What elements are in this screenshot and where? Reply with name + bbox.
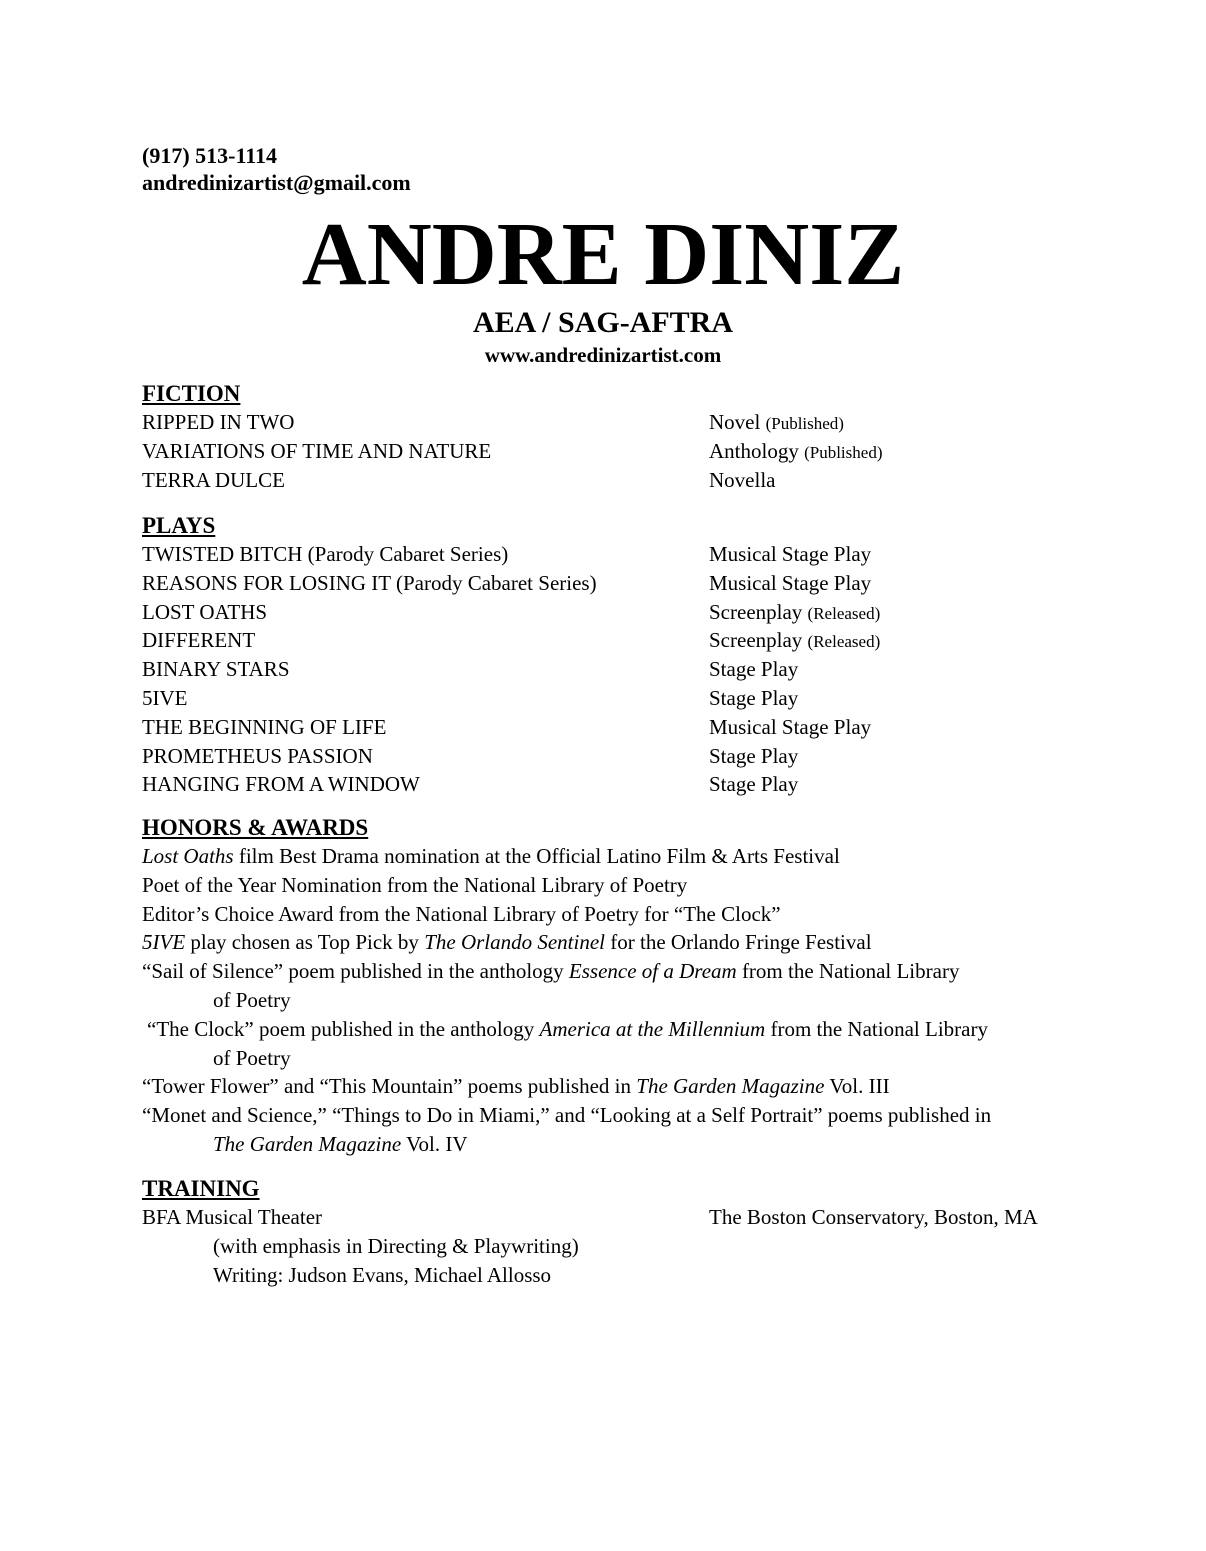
honor-continuation: of Poetry [213,1045,291,1070]
play-title: 5IVE [142,930,186,955]
training-row [142,1203,1102,1232]
work-type-label: Novel [709,410,761,434]
work-row [142,770,1102,799]
work-title: BINARY STARS [142,657,290,682]
work-type-label: Screenplay [709,628,803,653]
work-type [709,626,880,657]
contact-block [142,142,411,196]
honor-text: “Sail of Silence” poem published in the anthology [142,959,569,984]
honor-item [142,957,1102,986]
work-status-note: (Published) [765,414,844,433]
honor-text: Vol. III [824,1074,890,1099]
work-type-label: Musical Stage Play [709,570,872,595]
publication-title: The Garden Magazine [636,1074,825,1099]
honor-text: Vol. IV [401,1131,468,1156]
work-title: HANGING FROM A WINDOW [142,772,420,797]
work-row [142,540,1102,569]
work-type [709,742,798,771]
section-heading-plays: PLAYS [142,513,216,538]
publication-title: The Orlando Sentinel [424,930,606,955]
honor-text: “Tower Flower” and “This Mountain” poems published in [142,1074,637,1099]
work-title: VARIATIONS OF TIME AND NATURE [142,438,492,463]
honor-item: “Monet and Science,” “Things to Do in Miami,” and “Looking at a Self Portrait” poems published in [142,1103,992,1128]
work-row [142,684,1102,713]
section-heading-training: TRAINING [142,1176,260,1201]
work-type [709,770,798,799]
training-emphasis: (with emphasis in Directing & Playwriting) [213,1233,579,1258]
union-affiliations: AEA / SAG-AFTRA [472,306,734,339]
work-row [142,437,1102,466]
publication-title: The Garden Magazine [213,1131,402,1156]
work-status-note: (Released) [807,632,881,652]
honor-text: for the Orlando Fringe Festival [605,930,872,955]
work-type [709,569,871,598]
honor-item [142,1015,1102,1044]
honor-item: Editor’s Choice Award from the National Library of Poetry for “The Clock” [142,901,781,926]
website-link[interactable]: www.andredinizartist.com [484,343,722,367]
honor-text: from the National Library [765,1016,988,1041]
honor-text: film Best Drama nomination at the Official Latino Film & Arts Festival [233,844,840,868]
work-type [709,684,798,713]
work-title: REASONS FOR LOSING IT (Parody Cabaret Series) [142,570,597,595]
work-row [142,626,1102,655]
section-heading-fiction: FICTION [142,381,241,406]
work-row [142,713,1102,742]
email-address[interactable]: andredinizartist@gmail.com [142,170,411,195]
work-title: LOST OATHS [142,599,268,624]
plays-section [142,512,1102,799]
honor-text: “The Clock” poem published in the anthology [147,1016,540,1041]
plays-list [142,540,1102,799]
fiction-section [142,380,1102,494]
honor-text: play chosen as Top Pick by [185,930,425,955]
work-row [142,408,1102,437]
honor-item [142,1072,1102,1101]
honor-continuation: of Poetry [213,987,291,1012]
work-row [142,569,1102,598]
section-heading-honors: HONORS & AWARDS [142,815,369,840]
work-row [142,655,1102,684]
work-type [709,466,775,495]
training-school: The Boston Conservatory, Boston, MA [709,1205,1038,1229]
work-type-label: Anthology [709,438,799,463]
phone-number: (917) 513-1114 [142,143,278,168]
work-type [709,713,871,742]
work-type [709,598,880,629]
work-type-label: Novella [709,467,776,492]
work-row [142,466,1102,495]
publication-title: Essence of a Dream [568,959,737,984]
work-title: TERRA DULCE [142,467,285,492]
work-type-label: Stage Play [709,772,799,797]
training-writing-teachers: Writing: Judson Evans, Michael Allosso [213,1262,552,1287]
fiction-list [142,408,1102,494]
work-type-label: Stage Play [709,685,799,710]
work-status-note: (Released) [807,603,881,623]
work-title: DIFFERENT [142,628,256,653]
work-type [709,655,798,684]
work-title: PROMETHEUS PASSION [142,743,373,768]
honor-item [142,928,1102,957]
person-name: ANDRE DINIZ [301,205,905,304]
honors-section [142,814,1102,1159]
work-status-note: (Published) [804,442,883,462]
work-title: TWISTED BITCH (Parody Cabaret Series) [142,542,509,566]
work-title: THE BEGINNING OF LIFE [142,714,387,739]
work-row [142,598,1102,627]
publication-title: America at the Millennium [539,1016,766,1041]
honor-continuation [142,1130,1102,1159]
film-title: Lost Oaths [142,844,234,868]
honor-item [142,842,1102,871]
work-type-label: Musical Stage Play [709,542,872,566]
training-degree: BFA Musical Theater [142,1205,323,1229]
work-type [709,408,844,439]
work-type-label: Stage Play [709,743,799,768]
work-title: 5IVE [142,685,188,710]
training-section [142,1175,1102,1289]
work-type [709,437,882,468]
work-type-label: Stage Play [709,657,799,682]
work-row [142,742,1102,771]
work-type [709,540,871,569]
honor-text: from the National Library [736,959,960,984]
honor-item: Poet of the Year Nomination from the National Library of Poetry [142,872,688,897]
work-type-label: Musical Stage Play [709,714,872,739]
work-title: RIPPED IN TWO [142,410,295,434]
work-type-label: Screenplay [709,599,803,624]
